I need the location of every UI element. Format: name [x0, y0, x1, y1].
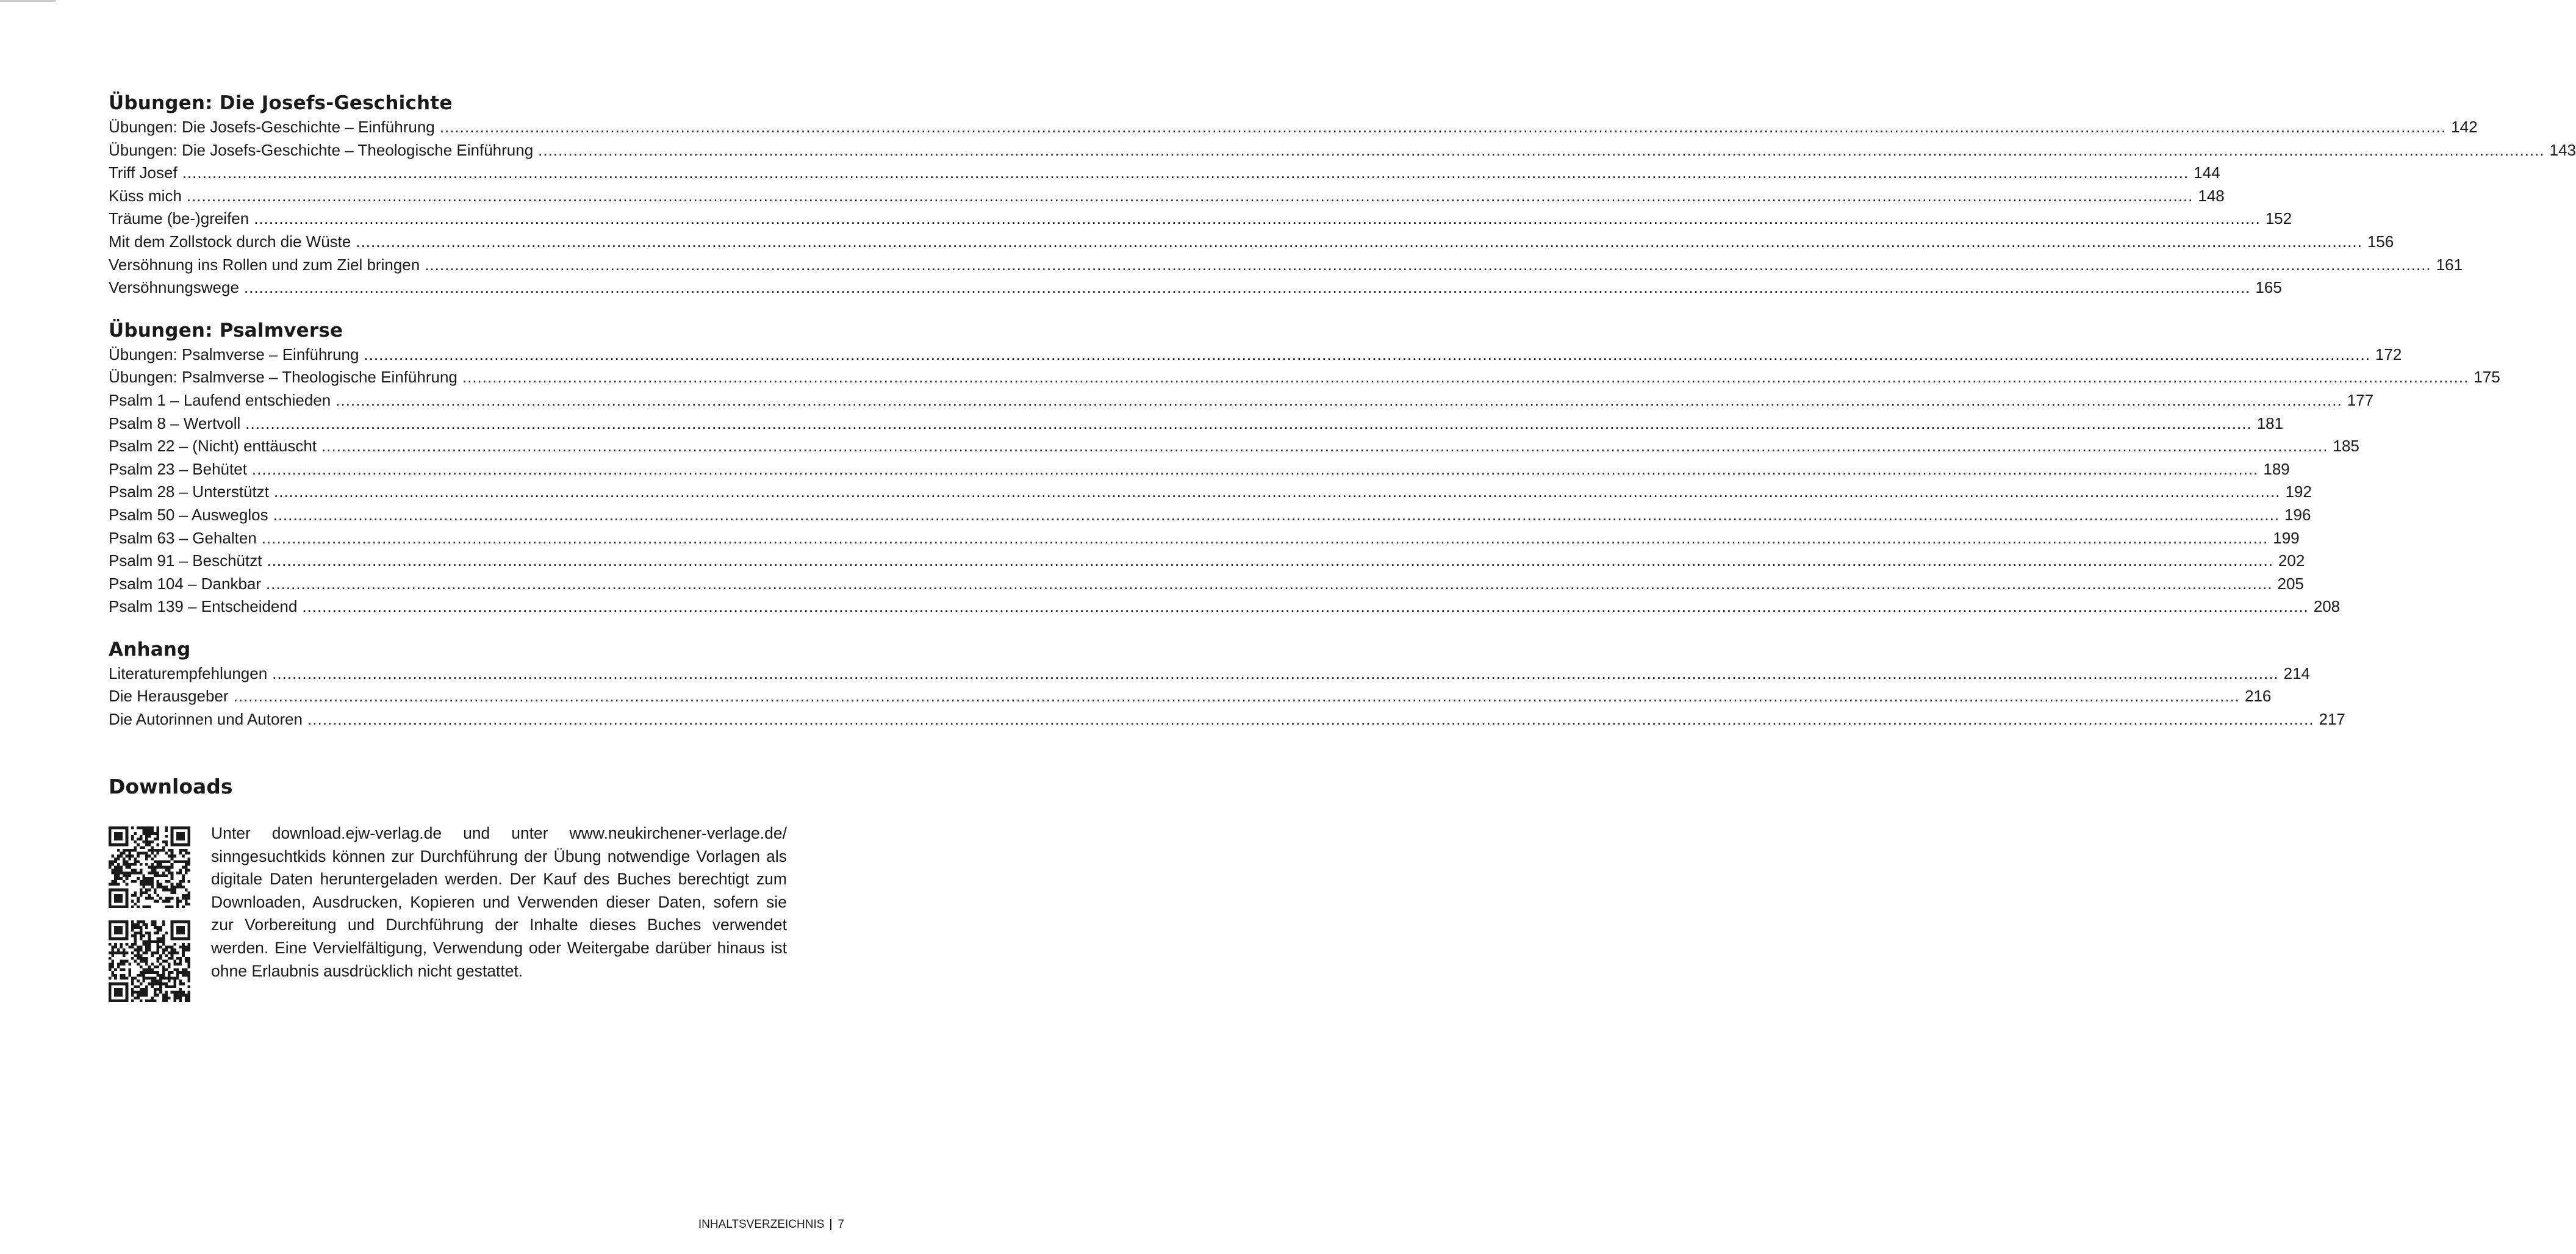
footer-page-number: 7 — [838, 1218, 844, 1231]
footer-divider — [830, 1219, 831, 1230]
toc-entry-title: Übungen: Psalmverse – Theologische Einführung — [109, 368, 457, 387]
dot-leader: ................................................................................................................................................................................................................................................................................................................................................................................................................ — [266, 574, 2273, 593]
toc-entry — [109, 366, 2500, 389]
toc-entry-page: 142 — [2451, 118, 2478, 136]
dot-leader: ................................................................................................................................................................................................................................................................................................................................................................................................................ — [356, 232, 2363, 251]
section-heading: Übungen: Die Josefs-Geschichte — [109, 92, 453, 114]
toc-entry — [109, 254, 2463, 277]
dot-leader: ................................................................................................................................................................................................................................................................................................................................................................................................................ — [233, 687, 2241, 706]
toc-entry — [109, 527, 2300, 550]
table-of-contents — [109, 90, 2576, 731]
toc-entry-title: Psalm 22 – (Nicht) enttäuscht — [109, 437, 317, 456]
toc-entry — [109, 116, 2478, 139]
dot-leader: ................................................................................................................................................................................................................................................................................................................................................................................................................ — [245, 414, 2252, 432]
toc-entry-page: 175 — [2474, 368, 2500, 387]
dot-leader: ................................................................................................................................................................................................................................................................................................................................................................................................................ — [273, 505, 2280, 524]
dot-leader: ................................................................................................................................................................................................................................................................................................................................................................................................................ — [462, 368, 2469, 387]
dot-leader: ................................................................................................................................................................................................................................................................................................................................................................................................................ — [251, 459, 2259, 478]
toc-entry — [109, 504, 2311, 527]
dot-leader: ................................................................................................................................................................................................................................................................................................................................................................................................................ — [439, 118, 2447, 136]
toc-entry-page: 148 — [2198, 186, 2225, 205]
dot-leader: ................................................................................................................................................................................................................................................................................................................................................................................................................ — [267, 551, 2273, 570]
toc-entry-page: 172 — [2375, 345, 2402, 364]
toc-entry — [109, 458, 2290, 481]
toc-entry-title: Psalm 139 – Entscheidend — [109, 597, 298, 616]
toc-entry — [109, 481, 2312, 504]
toc-section — [109, 637, 2345, 731]
toc-entry-page: 189 — [2263, 459, 2290, 478]
page-footer — [698, 1217, 844, 1232]
toc-entry-page: 152 — [2265, 209, 2292, 228]
toc-entry-title: Träume (be-)greifen — [109, 209, 249, 228]
toc-entry-title: Küss mich — [109, 186, 182, 205]
toc-entry-page: 165 — [2255, 278, 2282, 297]
toc-entry-page: 161 — [2436, 255, 2463, 274]
dot-leader: ................................................................................................................................................................................................................................................................................................................................................................................................................ — [272, 664, 2279, 683]
toc-entry — [109, 231, 2394, 254]
toc-entry-title: Psalm 50 – Ausweglos — [109, 505, 268, 524]
toc-entry-page: 202 — [2278, 551, 2305, 570]
downloads-description: Unter download.ejw-verlag.de und unter www.neukirchener-verlage.de/ sinngesuchtkids können zur Durchführung der Übung notwendige Vorlagen als digitale Daten heruntergeladen werden. Der Kauf des Buches berechtigt zum Downloaden, Ausdrucken, Kopieren und Verwenden dieser Daten, sofern sie zur Vorbereitung und Durchführung der Inhalte dieses Buches verwendet werden. Eine Vervielfältigung, Verwendung oder Weitergabe darüber hinaus ist ohne Erlaubnis ausdrücklich nicht gestattet. — [211, 824, 787, 980]
footer-section-label: INHALTSVERZEICHNIS — [698, 1218, 825, 1231]
toc-entry-title: Mit dem Zollstock durch die Wüste — [109, 232, 351, 251]
toc-entry-page: 205 — [2277, 574, 2304, 593]
toc-entry-title: Literaturempfehlungen — [109, 664, 268, 683]
toc-entry-title: Versöhnung ins Rollen und zum Ziel bringen — [109, 255, 420, 274]
toc-entry-page: 181 — [2256, 414, 2284, 432]
dot-leader: ................................................................................................................................................................................................................................................................................................................................................................................................................ — [243, 278, 2251, 297]
toc-entry-page: 156 — [2367, 232, 2394, 251]
toc-entry — [109, 276, 2282, 299]
dot-leader: ................................................................................................................................................................................................................................................................................................................................................................................................................ — [538, 140, 2545, 159]
toc-entry-page: 185 — [2333, 437, 2359, 456]
toc-entry-page: 217 — [2319, 710, 2345, 729]
toc-entry-page: 199 — [2273, 528, 2300, 547]
toc-entry-title: Psalm 1 – Laufend entschieden — [109, 390, 331, 409]
qr-code-icon — [109, 826, 190, 908]
toc-entry-title: Die Herausgeber — [109, 687, 229, 706]
dot-leader: ................................................................................................................................................................................................................................................................................................................................................................................................................ — [254, 209, 2261, 228]
toc-entry — [109, 662, 2311, 686]
toc-entry-title: Die Autorinnen und Autoren — [109, 710, 303, 729]
toc-entry-title: Psalm 63 – Gehalten — [109, 528, 257, 547]
dot-leader: ................................................................................................................................................................................................................................................................................................................................................................................................................ — [364, 345, 2370, 364]
toc-entry — [109, 207, 2292, 231]
toc-section — [109, 318, 2500, 618]
toc-entry — [109, 708, 2345, 731]
dot-leader: ................................................................................................................................................................................................................................................................................................................................................................................................................ — [182, 163, 2189, 182]
toc-entry-title: Psalm 91 – Beschützt — [109, 551, 262, 570]
toc-entry — [109, 412, 2284, 435]
toc-entry — [109, 550, 2305, 573]
section-heading: Übungen: Psalmverse — [109, 319, 343, 342]
dot-leader: ................................................................................................................................................................................................................................................................................................................................................................................................................ — [307, 710, 2314, 729]
toc-entry-page: 208 — [2313, 597, 2341, 616]
toc-entry-title: Übungen: Die Josefs-Geschichte – Einführung — [109, 118, 435, 136]
toc-entry-title: Übungen: Die Josefs-Geschichte – Theologische Einführung — [109, 140, 534, 159]
dot-leader: ................................................................................................................................................................................................................................................................................................................................................................................................................ — [321, 437, 2328, 456]
toc-entry — [109, 162, 2220, 185]
toc-entry — [109, 343, 2402, 367]
dot-leader: ................................................................................................................................................................................................................................................................................................................................................................................................................ — [425, 255, 2431, 274]
dot-leader: ................................................................................................................................................................................................................................................................................................................................................................................................................ — [335, 390, 2342, 409]
toc-entry-page: 144 — [2194, 163, 2220, 182]
toc-entry — [109, 595, 2341, 618]
dot-leader: ................................................................................................................................................................................................................................................................................................................................................................................................................ — [186, 186, 2194, 205]
toc-entry — [109, 573, 2304, 596]
toc-entry-page: 214 — [2283, 664, 2311, 683]
toc-entry-title: Versöhnungswege — [109, 278, 239, 297]
page-corner-mark — [0, 0, 56, 2]
toc-entry-title: Psalm 28 – Unterstützt — [109, 482, 269, 501]
toc-entry-title: Psalm 23 – Behütet — [109, 459, 247, 478]
dot-leader: ................................................................................................................................................................................................................................................................................................................................................................................................................ — [302, 597, 2309, 616]
toc-entry-page: 192 — [2285, 482, 2312, 501]
dot-leader: ................................................................................................................................................................................................................................................................................................................................................................................................................ — [274, 482, 2281, 501]
toc-section — [109, 90, 2576, 299]
toc-entry-title: Übungen: Psalmverse – Einführung — [109, 345, 359, 364]
toc-entry — [109, 139, 2576, 162]
toc-entry-page: 143 — [2549, 140, 2576, 159]
toc-entry — [109, 435, 2359, 458]
toc-entry-page: 196 — [2284, 505, 2311, 524]
toc-entry-title: Psalm 104 – Dankbar — [109, 574, 262, 593]
toc-entry-page: 177 — [2347, 390, 2374, 409]
qr-code-icon — [109, 920, 190, 1002]
toc-entry — [109, 685, 2272, 708]
toc-entry-title: Psalm 8 – Wertvoll — [109, 414, 241, 432]
toc-entry — [109, 185, 2225, 208]
section-heading: Anhang — [109, 638, 191, 661]
toc-entry — [109, 389, 2374, 412]
dot-leader: ................................................................................................................................................................................................................................................................................................................................................................................................................ — [261, 528, 2269, 547]
downloads-heading: Downloads — [109, 775, 233, 798]
toc-entry-title: Triff Josef — [109, 163, 178, 182]
toc-entry-page: 216 — [2245, 687, 2272, 706]
